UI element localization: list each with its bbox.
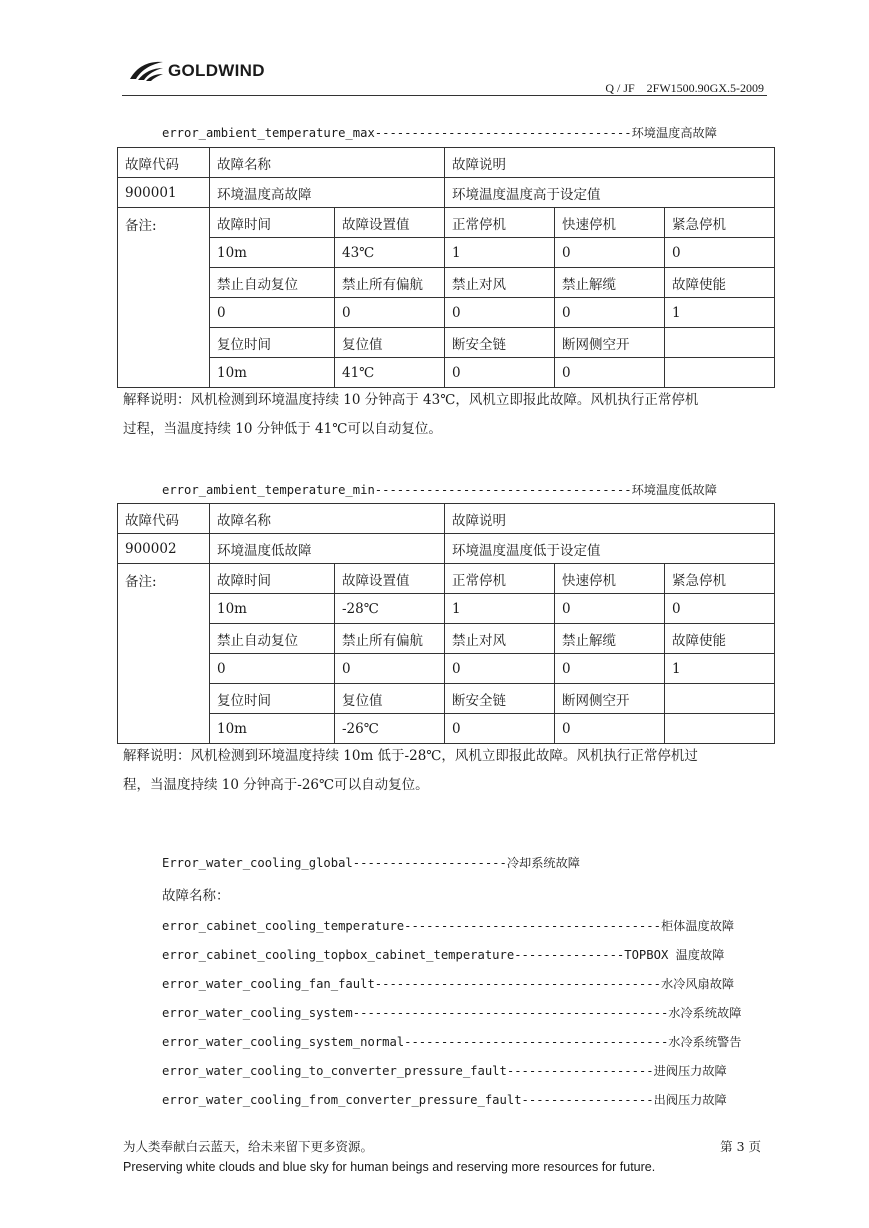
remark-cell: 备注:: [118, 564, 210, 744]
table-cell: 0: [210, 654, 335, 684]
table-cell: 1: [445, 238, 555, 268]
table-cell: 0: [665, 594, 775, 624]
table-cell: 1: [665, 654, 775, 684]
table-cell: 快速停机: [555, 564, 665, 594]
table-cell: 0: [555, 594, 665, 624]
table-cell: 故障使能: [665, 268, 775, 298]
table-cell: 1: [445, 594, 555, 624]
table-cell: 紧急停机: [665, 208, 775, 238]
table-cell: 0: [555, 238, 665, 268]
fault-name-item: error_water_cooling_system-------------------------------------------水冷系统故障: [162, 1006, 742, 1020]
table-row: [118, 654, 775, 684]
logo-text: GOLDWIND: [168, 61, 265, 80]
table-cell: 正常停机: [445, 564, 555, 594]
table-row: [118, 714, 775, 744]
table-cell: 故障时间: [210, 564, 335, 594]
table-row: [118, 238, 775, 268]
table-cell: [665, 684, 775, 714]
explanation-line: 解释说明：风机检测到环境温度持续 10m 低于-28℃，风机立即报此故障。风机执行正常停机过: [123, 748, 698, 764]
table-cell: 环境温度温度高于设定值: [445, 178, 775, 208]
table-cell: [665, 358, 775, 388]
table-cell: 1: [665, 298, 775, 328]
table-cell: 禁止所有偏航: [335, 268, 445, 298]
table-cell: 故障名称: [210, 504, 445, 534]
table-cell: [665, 328, 775, 358]
table-cell: 正常停机: [445, 208, 555, 238]
table-cell: 0: [445, 714, 555, 744]
table-cell: 故障代码: [118, 148, 210, 178]
table-cell: 10m: [210, 714, 335, 744]
table-cell: 故障名称: [210, 148, 445, 178]
table-cell: 10m: [210, 594, 335, 624]
fault-name-item: error_water_cooling_from_converter_pressure_fault------------------出阀压力故障: [162, 1093, 727, 1107]
table-cell: 900001: [118, 178, 210, 208]
explanation-line: 程，当温度持续 10 分钟高于-26℃可以自动复位。: [123, 777, 429, 793]
fault-name-item: error_water_cooling_to_converter_pressure_fault--------------------进阀压力故障: [162, 1064, 727, 1078]
table-cell: 故障设置值: [335, 564, 445, 594]
goldwind-swoosh-icon: [128, 59, 164, 83]
fault-table-min: [117, 503, 775, 744]
explanation-max: [123, 386, 768, 444]
table-cell: 复位值: [335, 684, 445, 714]
table-cell: -28℃: [335, 594, 445, 624]
header-divider: [122, 95, 767, 96]
table-cell: 41℃: [335, 358, 445, 388]
footer-slogan-en: Preserving white clouds and blue sky for human beings and reserving more resources for future.: [123, 1160, 656, 1174]
table-cell: 0: [555, 654, 665, 684]
table-cell: 0: [555, 298, 665, 328]
fault-name-item: error_cabinet_cooling_temperature-----------------------------------柜体温度故障: [162, 919, 735, 933]
table-cell: 环境温度低故障: [210, 534, 445, 564]
table-cell: 禁止所有偏航: [335, 624, 445, 654]
table-row: [118, 358, 775, 388]
table-cell: 0: [335, 654, 445, 684]
table-row: [118, 178, 775, 208]
table-cell: 0: [555, 358, 665, 388]
table-row: [118, 624, 775, 654]
table-cell: 复位时间: [210, 684, 335, 714]
table-cell: 0: [210, 298, 335, 328]
fault-name-item: error_cabinet_cooling_topbox_cabinet_temperature---------------TOPBOX 温度故障: [162, 948, 725, 962]
goldwind-logo: [128, 58, 265, 84]
table-row: [118, 684, 775, 714]
water-cooling-title: Error_water_cooling_global---------------------冷却系统故障: [162, 856, 580, 870]
table-cell: 禁止对风: [445, 624, 555, 654]
fault-table-max: [117, 147, 775, 388]
table-cell: 故障代码: [118, 504, 210, 534]
table-cell: 故障时间: [210, 208, 335, 238]
table-cell: 断网侧空开: [555, 684, 665, 714]
table-row: [118, 594, 775, 624]
table-cell: 10m: [210, 358, 335, 388]
table-cell: -26℃: [335, 714, 445, 744]
table-row: [118, 564, 775, 594]
table-cell: 故障使能: [665, 624, 775, 654]
table-row: [118, 534, 775, 564]
table-cell: 禁止对风: [445, 268, 555, 298]
table-row: [118, 148, 775, 178]
table-cell: 0: [445, 654, 555, 684]
table-cell: 0: [665, 238, 775, 268]
table-cell: 900002: [118, 534, 210, 564]
section-title-min: error_ambient_temperature_min-----------------------------------环境温度低故障: [162, 483, 717, 497]
table-cell: 禁止自动复位: [210, 268, 335, 298]
table-cell: 禁止解缆: [555, 268, 665, 298]
table-cell: 0: [445, 298, 555, 328]
table-row: [118, 208, 775, 238]
table-cell: 紧急停机: [665, 564, 775, 594]
explanation-line: 解释说明：风机检测到环境温度持续 10 分钟高于 43℃，风机立即报此故障。风机执行正常停机: [123, 392, 699, 408]
explanation-line: 过程，当温度持续 10 分钟低于 41℃可以自动复位。: [123, 421, 442, 437]
explanation-min: [123, 742, 768, 800]
table-cell: 环境温度高故障: [210, 178, 445, 208]
page-number: 第 3 页: [720, 1139, 761, 1154]
table-cell: 故障说明: [445, 148, 775, 178]
table-cell: 43℃: [335, 238, 445, 268]
table-row: [118, 504, 775, 534]
table-cell: 0: [445, 358, 555, 388]
table-row: [118, 298, 775, 328]
table-cell: 复位时间: [210, 328, 335, 358]
remark-cell: 备注:: [118, 208, 210, 388]
table-cell: 快速停机: [555, 208, 665, 238]
table-cell: 环境温度温度低于设定值: [445, 534, 775, 564]
footer-slogan-cn: 为人类奉献白云蓝天，给未来留下更多资源。: [123, 1139, 374, 1154]
table-cell: 故障设置值: [335, 208, 445, 238]
table-cell: 复位值: [335, 328, 445, 358]
table-cell: 0: [555, 714, 665, 744]
table-cell: 故障说明: [445, 504, 775, 534]
table-cell: 断网侧空开: [555, 328, 665, 358]
table-cell: 0: [335, 298, 445, 328]
table-cell: [665, 714, 775, 744]
fault-names-label: 故障名称：: [162, 888, 230, 904]
table-cell: 断安全链: [445, 684, 555, 714]
table-cell: 禁止自动复位: [210, 624, 335, 654]
table-row: [118, 268, 775, 298]
fault-name-item: error_water_cooling_fan_fault---------------------------------------水冷风扇故障: [162, 977, 735, 991]
fault-name-item: error_water_cooling_system_normal------------------------------------水冷系统警告: [162, 1035, 742, 1049]
section-title-max: error_ambient_temperature_max-----------------------------------环境温度高故障: [162, 126, 717, 140]
document-number: Q / JF 2FW1500.90GX.5-2009: [605, 81, 764, 95]
table-cell: 10m: [210, 238, 335, 268]
table-cell: 禁止解缆: [555, 624, 665, 654]
table-row: [118, 328, 775, 358]
table-cell: 断安全链: [445, 328, 555, 358]
